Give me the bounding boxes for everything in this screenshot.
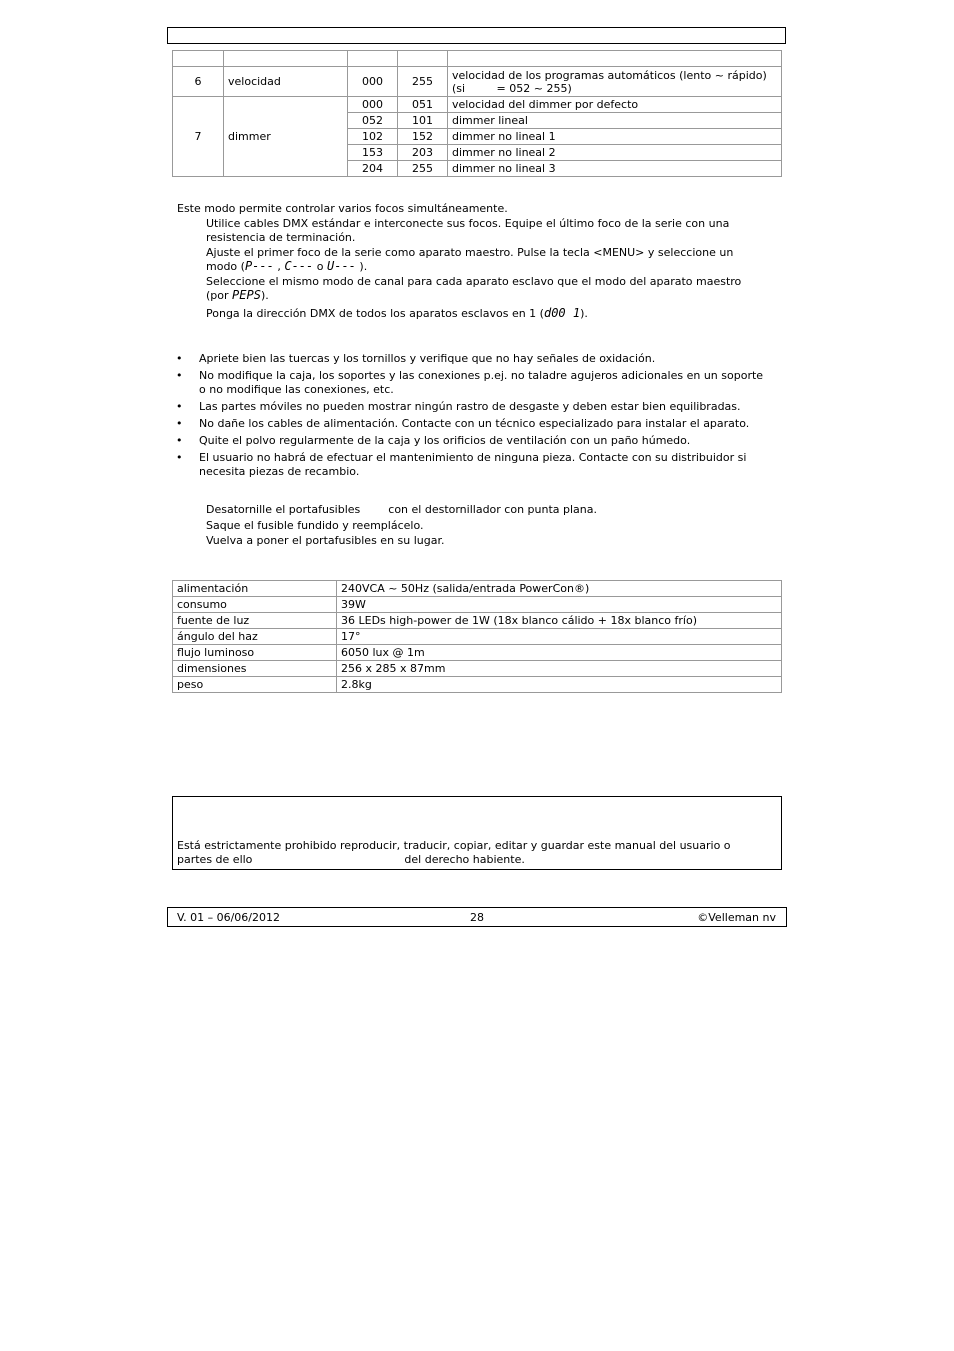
bullet-icon: •: [176, 451, 183, 464]
step-text: modo (P--- , C--- o U--- ).: [206, 259, 368, 273]
footer-version: V. 01 – 06/06/2012: [177, 911, 280, 924]
channel-number: 7: [173, 97, 224, 177]
copyright-box: [172, 796, 782, 870]
list-item: • El usuario no habrá de efectuar el mantenimiento de ninguna pieza. Contacte con su distribuidor si necesita piezas de recambio.: [176, 451, 747, 478]
range-from: 000: [348, 97, 398, 113]
range-to: 152: [398, 129, 448, 145]
bullet-icon: •: [176, 369, 183, 382]
fuse-step: Desatornille el portafusibles con el destornillador con punta plana.: [206, 503, 598, 516]
spec-value: 17°: [337, 629, 782, 645]
display-mode-peps: PEPS: [232, 288, 261, 302]
range-from: 102: [348, 129, 398, 145]
description-line: (si = 052 ~ 255): [452, 81, 572, 95]
step-text-part: ).: [359, 260, 368, 273]
display-mode-p: P---: [244, 259, 274, 273]
step-text: resistencia de terminación.: [206, 231, 356, 244]
table-row: [173, 51, 782, 67]
range-description: dimmer no lineal 3: [448, 161, 782, 177]
page-header-box: [167, 27, 786, 44]
step-text-part: Ponga la dirección DMX de todos los aparatos esclavos en 1 (: [206, 307, 544, 320]
range-to: 203: [398, 145, 448, 161]
table-row: [173, 581, 782, 597]
footer-brand: ©Velleman nv: [697, 911, 776, 924]
range-from: 204: [348, 161, 398, 177]
maintenance-list: [172, 352, 772, 482]
step-text-part: (por: [206, 289, 233, 302]
fuse-step: Saque el fusible fundido y reemplácelo.: [206, 519, 424, 532]
display-address-d001: d00 1: [543, 306, 581, 320]
step-text: [206, 306, 588, 321]
range-description: dimmer no lineal 1: [448, 129, 782, 145]
fuse-step: Vuelva a poner el portafusibles en su lugar.: [206, 534, 445, 547]
spec-key: consumo: [173, 597, 337, 613]
spec-key: alimentación: [173, 581, 337, 597]
range-to: 051: [398, 97, 448, 113]
step-text-part: modo (: [206, 260, 245, 273]
copyright-line: Está estrictamente prohibido reproducir, traducir, copiar, editar y guardar este manual del usuario o: [177, 839, 731, 852]
table-row: [173, 97, 782, 113]
spec-key: dimensiones: [173, 661, 337, 677]
step-text-part: ).: [260, 289, 269, 302]
range-to: 255: [398, 161, 448, 177]
range-description: dimmer lineal: [448, 113, 782, 129]
channel-function: dimmer: [224, 97, 348, 177]
range-from: 153: [348, 145, 398, 161]
channel-function: velocidad: [224, 67, 348, 97]
list-item: • Apriete bien las tuercas y los tornillos y verifique que no hay señales de oxidación.: [176, 352, 656, 365]
display-mode-c: C---: [284, 259, 314, 273]
description-line: velocidad de los programas automáticos (lento ~ rápido): [452, 68, 767, 82]
step-text-part: ).: [580, 307, 588, 320]
bullet-icon: •: [176, 434, 183, 447]
spec-key: peso: [173, 677, 337, 693]
table-row: [173, 597, 782, 613]
table-row: [173, 677, 782, 693]
specifications-table: [172, 580, 782, 693]
table-row: [173, 613, 782, 629]
display-mode-u: U---: [327, 259, 356, 273]
page-footer: [167, 907, 787, 927]
list-item: • Quite el polvo regularmente de la caja y los orificios de ventilación con un paño húmedo.: [176, 434, 691, 447]
table-row: [173, 67, 782, 97]
step-text-part: o: [316, 260, 324, 273]
dmx-channel-table: [172, 50, 782, 177]
bullet-icon: •: [176, 417, 183, 430]
list-item: • No dañe los cables de alimentación. Contacte con un técnico especializado para instalar el aparato.: [176, 417, 750, 430]
range-to: 101: [398, 113, 448, 129]
spec-value: 256 x 285 x 87mm: [337, 661, 782, 677]
step-text: Ajuste el primer foco de la serie como aparato maestro. Pulse la tecla <MENU> y seleccione un: [206, 246, 734, 259]
step-text: Seleccione el mismo modo de canal para cada aparato esclavo que el modo del aparato maestro: [206, 275, 742, 288]
spec-key: ángulo del haz: [173, 629, 337, 645]
spec-value: 39W: [337, 597, 782, 613]
range-description: velocidad del dimmer por defecto: [448, 97, 782, 113]
spec-value: 240VCA ~ 50Hz (salida/entrada PowerCon®): [337, 581, 782, 597]
step-text: [206, 288, 269, 303]
table-row: [173, 661, 782, 677]
bullet-icon: •: [176, 352, 183, 365]
range-to: 255: [398, 67, 448, 97]
range-description: dimmer no lineal 2: [448, 145, 782, 161]
copyright-line: partes de ello del derecho habiente.: [177, 853, 525, 866]
spec-value: 2.8kg: [337, 677, 782, 693]
range-description: [448, 67, 782, 97]
list-item: • No modifique la caja, los soportes y las conexiones p.ej. no taladre agujeros adicionales en un soporte o no modifique las conexiones, etc.: [176, 369, 764, 396]
table-row: [173, 645, 782, 661]
spec-value: 6050 lux @ 1m: [337, 645, 782, 661]
range-from: 000: [348, 67, 398, 97]
spec-key: fuente de luz: [173, 613, 337, 629]
master-slave-intro: Este modo permite controlar varios focos simultáneamente.: [177, 202, 508, 215]
channel-number: 6: [173, 67, 224, 97]
step-text: Utilice cables DMX estándar e interconecte sus focos. Equipe el último foco de la serie con una: [206, 217, 730, 230]
spec-key: flujo luminoso: [173, 645, 337, 661]
bullet-icon: •: [176, 400, 183, 413]
table-row: [173, 629, 782, 645]
range-from: 052: [348, 113, 398, 129]
footer-page-number: 28: [470, 911, 484, 924]
spec-value: 36 LEDs high-power de 1W (18x blanco cálido + 18x blanco frío): [337, 613, 782, 629]
list-item: • Las partes móviles no pueden mostrar ningún rastro de desgaste y deben estar bien equilibradas.: [176, 400, 741, 413]
